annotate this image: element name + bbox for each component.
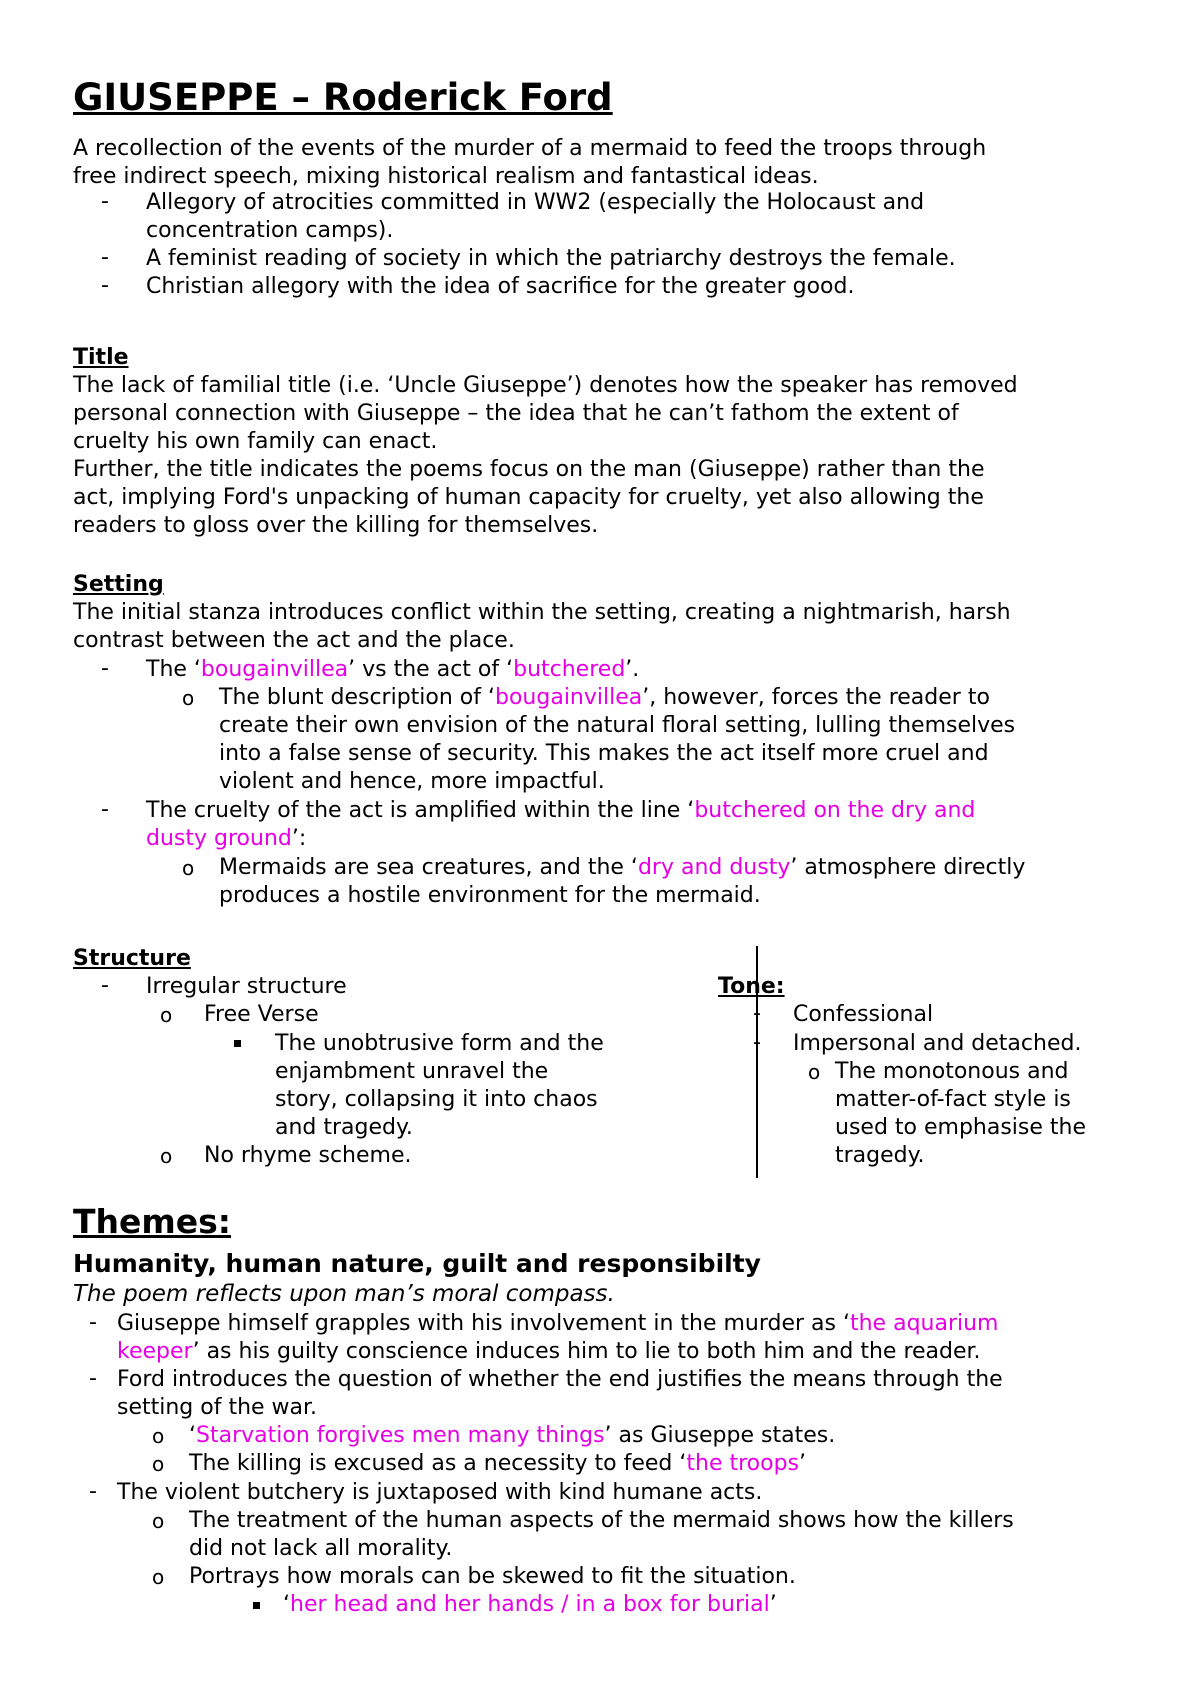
intro-bullet-text: Allegory of atrocities committed in WW2 (especially the Holocaust and — [146, 190, 925, 215]
structure-subbullet: Free Verse — [204, 1002, 319, 1027]
setting-subbullet: Mermaids are sea creatures, and the ‘dry and dusty’ atmosphere directly — [219, 855, 1026, 880]
setting-bullet: The ‘bougainvillea’ vs the act of ‘butchered’. — [146, 657, 640, 682]
circle-bullet: o — [160, 1003, 173, 1027]
dash-bullet: - — [89, 1366, 97, 1391]
section-heading-setting: Setting — [73, 572, 164, 597]
tone-bullet: Confessional — [793, 1002, 934, 1027]
paragraph-line: Further, the title indicates the poems focus on the man (Giuseppe) rather than the — [73, 457, 985, 482]
dash-bullet: - — [753, 1001, 761, 1026]
intro-bullet-text: Christian allegory with the idea of sacrifice for the greater good. — [146, 274, 855, 299]
setting-bullet: The cruelty of the act is amplified within the line ‘butchered on the dry and — [146, 798, 976, 823]
tone-bullet: Impersonal and detached. — [793, 1031, 1082, 1056]
intro-line: free indirect speech, mixing historical realism and fantastical ideas. — [73, 164, 819, 189]
circle-bullet: o — [152, 1565, 165, 1589]
circle-bullet: o — [152, 1452, 165, 1476]
dash-bullet: - — [89, 1479, 97, 1504]
circle-bullet: o — [152, 1424, 165, 1448]
tone-subbullet: The monotonous and — [835, 1059, 1069, 1084]
themes-bullet-line: keeper’ as his guilty conscience induces him to lie to both him and the reader. — [117, 1339, 981, 1364]
themes-bullet: The violent butchery is juxtaposed with kind humane acts. — [117, 1480, 763, 1505]
themes-bullet-line: setting of the war. — [117, 1395, 318, 1420]
structure-subbullet: No rhyme scheme. — [204, 1143, 412, 1168]
paragraph-line: personal connection with Giuseppe – the idea that he can’t fathom the extent of — [73, 401, 959, 426]
dash-bullet: - — [101, 656, 109, 681]
circle-bullet: o — [160, 1144, 173, 1168]
dash-bullet: - — [101, 973, 109, 998]
themes-subbullet: ‘Starvation forgives men many things’ as Giuseppe states. — [189, 1423, 836, 1448]
structure-subsubbullet-line: enjambment unravel the — [275, 1059, 549, 1084]
themes-subheading: Humanity, human nature, guilt and responsibilty — [73, 1249, 761, 1278]
setting-bullet-line: dusty ground’: — [146, 826, 307, 851]
tone-subbullet-line: used to emphasise the — [835, 1115, 1087, 1140]
section-heading-tone: Tone: — [718, 974, 785, 999]
setting-subbullet: The blunt description of ‘bougainvillea’, however, forces the reader to — [219, 685, 990, 710]
dash-bullet: - — [101, 273, 109, 298]
structure-subsubbullet-line: and tragedy. — [275, 1115, 413, 1140]
paragraph-line: contrast between the act and the place. — [73, 628, 515, 653]
themes-subbullet: The treatment of the human aspects of the mermaid shows how the killers — [189, 1508, 1014, 1533]
square-bullet — [234, 1040, 241, 1047]
themes-subbullet-line: did not lack all morality. — [189, 1536, 453, 1561]
setting-subbullet-line: into a false sense of security. This makes the act itself more cruel and — [219, 741, 989, 766]
dash-bullet: - — [753, 1030, 761, 1055]
circle-bullet: o — [808, 1060, 821, 1084]
setting-subbullet-line: create their own envision of the natural floral setting, lulling themselves — [219, 713, 1016, 738]
intro-bullet-text: A feminist reading of society in which the patriarchy destroys the female. — [146, 246, 956, 271]
structure-subsubbullet-line: story, collapsing it into chaos — [275, 1087, 598, 1112]
structure-subsubbullet: The unobtrusive form and the — [275, 1031, 604, 1056]
setting-subbullet-line: violent and hence, more impactful. — [219, 769, 605, 794]
circle-bullet: o — [152, 1509, 165, 1533]
dash-bullet: - — [101, 245, 109, 270]
paragraph-line: The lack of familial title (i.e. ‘Uncle Giuseppe’) denotes how the speaker has removed — [73, 373, 1018, 398]
paragraph-line: The initial stanza introduces conflict within the setting, creating a nightmarish, harsh — [73, 600, 1011, 625]
section-heading-structure: Structure — [73, 946, 191, 971]
section-heading-title: Title — [73, 345, 129, 370]
dash-bullet: - — [101, 189, 109, 214]
square-bullet — [253, 1602, 260, 1609]
themes-italic-intro: The poem reflects upon man’s moral compass. — [73, 1281, 615, 1307]
intro-line: A recollection of the events of the murder of a mermaid to feed the troops through — [73, 136, 987, 161]
page-title: GIUSEPPE – Roderick Ford — [73, 76, 613, 119]
themes-subbullet: Portrays how morals can be skewed to fit the situation. — [189, 1564, 796, 1589]
tone-subbullet-line: matter-of-fact style is — [835, 1087, 1071, 1112]
themes-subsubbullet: ‘her head and her hands / in a box for burial’ — [283, 1592, 777, 1617]
structure-bullet: Irregular structure — [146, 974, 347, 999]
paragraph-line: readers to gloss over the killing for themselves. — [73, 513, 599, 538]
themes-bullet: Ford introduces the question of whether the end justifies the means through the — [117, 1367, 1003, 1392]
intro-bullet-text: concentration camps). — [146, 218, 394, 243]
themes-heading: Themes: — [73, 1202, 231, 1241]
paragraph-line: act, implying Ford's unpacking of human capacity for cruelty, yet also allowing the — [73, 485, 984, 510]
tone-subbullet-line: tragedy. — [835, 1143, 925, 1168]
themes-bullet: Giuseppe himself grapples with his involvement in the murder as ‘the aquarium — [117, 1311, 999, 1336]
setting-subbullet-line: produces a hostile environment for the mermaid. — [219, 883, 761, 908]
dash-bullet: - — [101, 797, 109, 822]
dash-bullet: - — [89, 1310, 97, 1335]
paragraph-line: cruelty his own family can enact. — [73, 429, 438, 454]
themes-subbullet: The killing is excused as a necessity to feed ‘the troops’ — [189, 1451, 807, 1476]
circle-bullet: o — [182, 856, 195, 880]
circle-bullet: o — [182, 686, 195, 710]
